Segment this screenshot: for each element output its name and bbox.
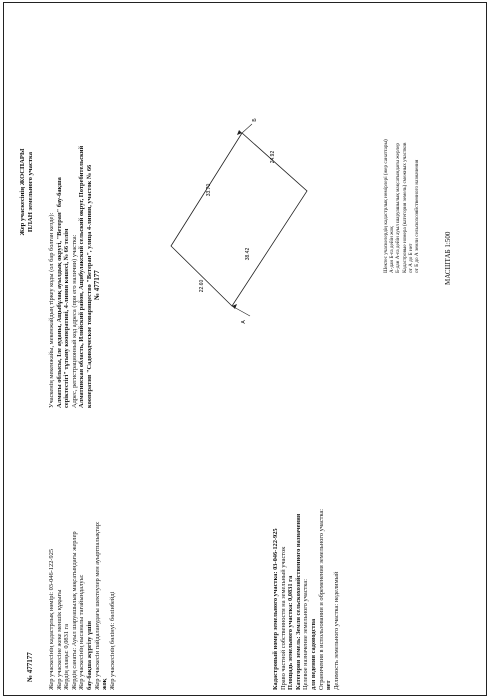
side-length-label: 33.70 [206,183,212,197]
info-block-kz [48,521,116,690]
info-block-ru [272,509,340,690]
restrictions-value-kz: жоқ [101,678,109,690]
legend-line-1: Шектес учаскелердің кадастрлық нөмірлері (жер санаттары) [383,139,389,273]
adjacent-plots-legend [383,139,420,273]
restrictions-value-ru: нет [325,680,333,690]
doc-number-bottom: № 477177 [26,652,34,682]
ownership-kz: Жер учаскесіне жеке меншік құқығы [55,589,63,690]
category-ru: Категория земель: Земли сельскохозяйственного назначения [294,513,302,690]
title-ru: ПЛАН земельного участка [26,151,34,233]
legend-line-2: А-дан Б-ға дейін жоқ [389,226,396,273]
point-b-label: Б [252,118,258,122]
purpose-label-kz: Жер учаскесінің нысаналы тағайындалуы: [78,574,86,690]
address-label-kz: Учаскенің мекенжайы, мекенжайдың тіркеу коды (ол бар болған кезде): [48,212,55,408]
address-block [48,146,94,408]
scale-label: МАСШТАБ 1:500 [444,231,452,285]
divisibility-ru: Делимость земельного участка: неделимый [332,571,340,690]
legend-line-4: Кадастровые номера (категория земель) смежных участков [401,142,408,273]
legend-line-6: от Б до А земли сельскохозяйственного назначения [414,159,421,273]
purpose-value-kz: бау-бақша жүргізу үшін [85,621,93,690]
category-kz: Жердің санаты: Ауыл шаруашылық мақсатындағы жерлер [70,531,78,690]
legend-line-3: Б-дан А-ға дейін ауыл шаруашылық мақсатындағы жерлер [395,143,402,273]
area-kz: Жердің алаңы: 0,0831 га [63,623,71,690]
ownership-ru: Право частной собственности на земельный участок [279,546,287,690]
purpose-value-ru: для ведения садоводства [309,618,317,690]
restrictions-label-kz: Жер учаскесін пайдаланудағы шектеулер мен ауыртпалықтар: [93,521,101,690]
title-kz: Жер учаскесінің ЖОСПАРЫ [19,148,26,236]
side-length-label: 24.92 [270,150,276,164]
address-value-ru-2: кооператив "Садоводческое товарищество "Ветеран", улица 4-линия, участок № 66 [85,164,93,408]
address-value-kz-1: Алматы облысы, Іле ауданы, Ащыбұлақ ауылдық округі, "Ветеран" бау-бақша [55,177,63,408]
address-value-kz-2: серіктестігі" тұтыну кооперативі, 4-линия көшесі, № 66 телім [63,228,71,408]
legend-line-5: от А до Б нет [407,243,414,273]
restrictions-label-ru: Ограничения в использовании и обременения земельного участка: [317,508,325,690]
address-label-ru: Адрес, регистрационный код адреса (при его наличии) участка: [70,234,78,408]
doc-number-top: № 477177 [93,270,101,300]
purpose-label-ru: Целевое назначение земельного участка: [302,579,310,690]
point-a-label: А [241,320,247,324]
cadastral-number-ru: Кадастровый номер земельного участка: 03-046-122-925 [272,528,279,690]
side-length-label: 38.42 [245,247,251,261]
divisibility-kz: Жер учаскесінің бөлінуі: бөлінбейді [108,591,116,690]
document-header [19,132,34,252]
side-length-label: 22.60 [199,279,205,293]
area-ru: Площадь земельного участка: 0,0831 га [287,575,295,690]
cadastral-number-kz: Жер учаскесінің кадастрлық нөмірі: 03-046-122-925 [48,548,55,690]
address-value-ru-1: Алматинская область, Илийский район, Ащибулакский сельский округ, Потребительский [78,145,86,408]
